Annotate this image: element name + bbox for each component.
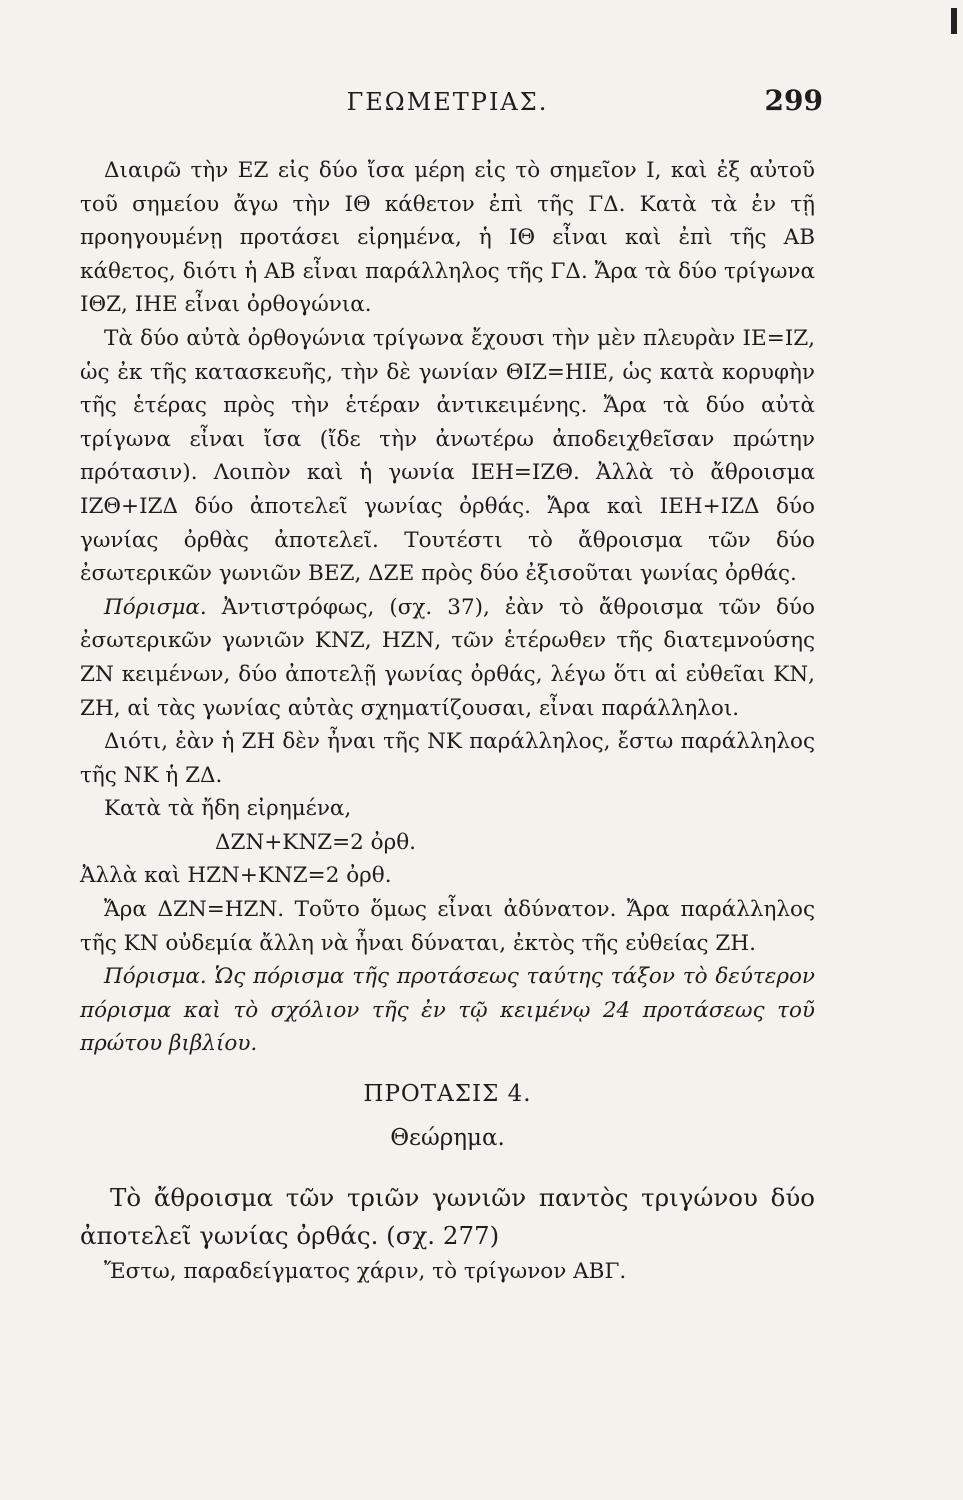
porisma-label-2: Πόρισμα. (104, 964, 207, 990)
page-header (80, 80, 823, 128)
closing-line: Ἔστω, παραδείγματος χάριν, τὸ τρίγωνον ΑΒΓ. (104, 1259, 627, 1285)
paragraph-5: Κατὰ τὰ ἤδη εἰρημένα, (104, 796, 352, 822)
page-edge-mark (951, 8, 957, 34)
body-text (80, 154, 815, 1061)
book-page (80, 80, 823, 1289)
theorem-subheading: Θεώρημα. (390, 1125, 505, 1152)
paragraph-3-text: Ἀντιστρόφως, (σχ. 37), ἐὰν τὸ ἄθροισμα τῶν δύο ἐσωτερικῶν γωνιῶν ΚΝΖ, ΗΖΝ, τῶν ἑτέρωθεν τῆς διατεμνούσης ΖΝ κειμένων, δύο ἀποτελῇ γωνίας ὀρθάς, λέγω ὅτι αἱ εὐθεῖαι ΚΝ, ΖΗ, αἱ τὰς γωνίας αὐτὰς σχηματίζουσαι, εἶναι παράλληλοι. (80, 594, 815, 721)
paragraph-3 (80, 591, 815, 725)
paragraph-7-text: Ὡς πόρισμα τῆς προτάσεως ταύτης τάξον τὸ δεύτερον πόρισμα καὶ τὸ σχόλιον τῆς ἐν τῷ κειμένῳ 24 προτάσεως τοῦ πρώτου βιβλίου. (80, 964, 815, 1057)
paragraph-4: Διότι, ἐὰν ἡ ΖΗ δὲν ἦναι τῆς ΝΚ παράλληλος, ἔστω παράλληλος τῆς ΝΚ ἡ ΖΔ. (80, 729, 815, 788)
theorem-text: Τὸ ἄθροισμα τῶν τριῶν γωνιῶν παντὸς τριγώνου δύο ἀποτελεῖ γωνίας ὀρθάς. (σχ. 277) (80, 1183, 815, 1251)
equation-2: Ἀλλὰ καὶ ΗΖΝ+ΚΝΖ=2 ὀρθ. (80, 863, 392, 889)
paragraph-7 (80, 960, 815, 1061)
running-head: ΓΕΩΜΕΤΡΙΑΣ. (346, 88, 549, 116)
page-number: 299 (764, 84, 823, 117)
paragraph-6: Ἄρα ΔΖΝ=ΗΖΝ. Τοῦτο ὅμως εἶναι ἀδύνατον. Ἄρα παράλληλος τῆς ΚΝ οὐδεμία ἄλλη νὰ ἦναι δύναται, ἐκτὸς τῆς εὐθείας ΖΗ. (80, 897, 815, 956)
equation-1: ΔΖΝ+ΚΝΖ=2 ὀρθ. (215, 829, 416, 855)
paragraph-1: Διαιρῶ τὴν ΕΖ εἰς δύο ἴσα μέρη εἰς τὸ σημεῖον Ι, καὶ ἐξ αὐτοῦ τοῦ σημείου ἄγω τὴν ΙΘ κάθετον ἐπὶ τῆς ΓΔ. Κατὰ τὰ ἐν τῇ προηγουμένῃ προτάσει εἰρημένα, ἡ ΙΘ εἶναι καὶ ἐπὶ τῆς ΑΒ κάθετος, διότι ἡ ΑΒ εἶναι παράλληλος τῆς ΓΔ. Ἄρα τὰ δύο τρίγωνα ΙΘΖ, ΙΗΕ εἶναι ὀρθογώνια. (80, 158, 815, 318)
theorem-statement (80, 1179, 815, 1255)
porisma-label: Πόρισμα. (104, 594, 207, 620)
proposition-heading: ΠΡΟΤΑΣΙΣ 4. (363, 1081, 532, 1108)
paragraph-2: Τὰ δύο αὐτὰ ὀρθογώνια τρίγωνα ἔχουσι τὴν μὲν πλευρὰν ΙΕ=ΙΖ, ὡς ἐκ τῆς κατασκευῆς, τὴν δὲ γωνίαν ΘΙΖ=ΗΙΕ, ὡς κατὰ κορυφὴν τῆς ἑτέρας πρὸς τὴν ἑτέραν ἀντικειμένης. Ἄρα τὰ δύο αὐτὰ τρίγωνα εἶναι ἴσα (ἴδε τὴν ἀνωτέρω ἀποδειχθεῖσαν πρώτην πρότασιν). Λοιπὸν καὶ ἡ γωνία ΙΕΗ=ΙΖΘ. Ἀλλὰ τὸ ἄθροισμα ΙΖΘ+ΙΖΔ δύο ἀποτελεῖ γωνίας ὀρθάς. Ἄρα καὶ ΙΕΗ+ΙΖΔ δύο γωνίας ὀρθὰς ἀποτελεῖ. Τουτέστι τὸ ἄθροισμα τῶν δύο ἐσωτερικῶν γωνιῶν ΒΕΖ, ΔΖΕ πρὸς δύο ἐξισοῦται γωνίας ὀρθάς. (80, 325, 815, 587)
